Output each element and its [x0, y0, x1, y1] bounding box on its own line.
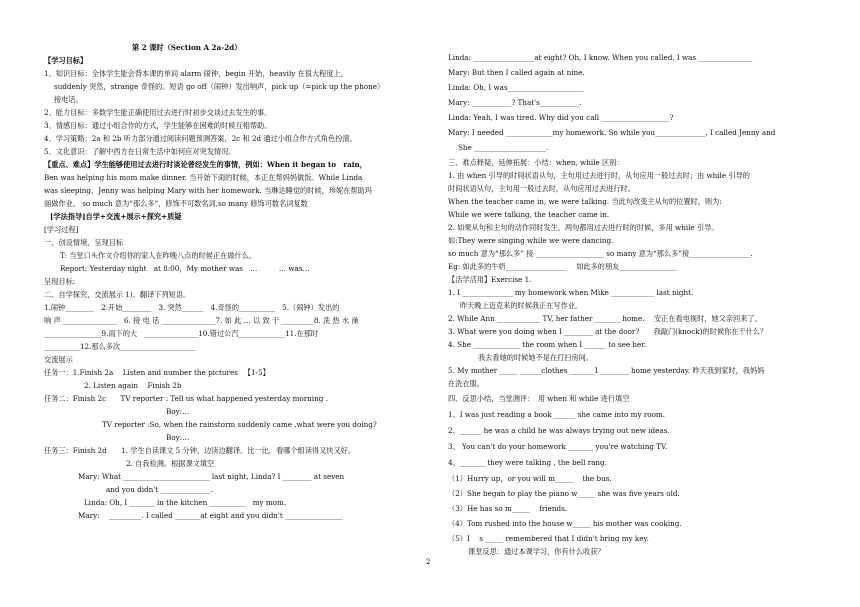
text-line: Boy:… [166, 433, 190, 442]
text-line: Ben was helping his mom make dinner. 当开始下雨的时候，本正在帮妈妈做饭。While Linda [44, 173, 363, 182]
text-line: Linda: Oh, I was_____________________ [448, 83, 584, 92]
text-line: Report: Yesterday night at 8:00，My mother was … … was… [60, 264, 310, 273]
text-line: 响 声 _______________ 6. 接 电 话 _______________7. 如 此 … 以 致 于 _________8. 洗 热 水 澡 [44, 316, 359, 325]
text-line: Eg: 如此多的牛奶_________________ 如此多的朋友________________ [448, 262, 677, 271]
text-line: 丽做作业。 so much 意为“那么多”，修饰不可数名词,so many 修饰可数名词复数 [44, 199, 308, 208]
text-line: 5. My mother _____ ______clothes _______I ________ home yesterday. 昨天我到家时，我妈妈 [448, 366, 765, 375]
text-line: 2. 自我检测。根据课文填空 [126, 459, 215, 468]
text-line: 第 2 课时（Section A 2a-2d） [132, 43, 242, 52]
text-line: [学习过程] [44, 225, 79, 234]
text-line: 时间状语从句，主句用一般过去时，从句应用过去进行时。 [448, 184, 635, 193]
text-line: Linda: Oh, I _______ in the kitchen __________ my mom. [84, 498, 287, 507]
text-line: 在洗衣服。 [448, 379, 484, 388]
text-line: 2. 如果从句和主句的动作同时发生，两句都用过去进行时的时候，多用 while 引导。 [448, 223, 719, 232]
text-line: Linda: Yeah, I was tired. Why did you call ___________________? [448, 113, 674, 122]
text-line: 二、自学探究，交流展示 1)、翻译下列短语。 [44, 290, 191, 299]
text-line: 2. Listen again Finish 2b [84, 381, 182, 390]
text-line: and you didn't ______________. [106, 485, 213, 494]
text-line: 4. She _____________ the room when I ______ to see her. [448, 340, 647, 349]
text-line: 我去看她的时候她不是在打扫房间。 [478, 353, 594, 362]
text-line: She ____________________. [458, 143, 549, 152]
text-line: （4）Tom rushed into the house w_____ his mother was cooking. [448, 519, 682, 528]
text-line: 四、反思小结，当堂测评： 用 when 和 while 进行填空 [448, 394, 630, 403]
text-line: 课堂反思：通过本课学习，你有什么收获？ [468, 547, 605, 556]
text-line: 任务三：Finish 2d 1. 学生自读课文 5 分钟，边读边翻译。比一比，看哪个组读得又快又好。 [44, 446, 356, 455]
text-line: 任务一：1.Finish 2a Listen and number the pictures 【1-5】 [44, 368, 270, 377]
text-line: 交流展示 [44, 355, 73, 364]
text-line: Boy:… [166, 407, 190, 416]
text-line: 如:They were singing while we were dancing. [448, 236, 614, 245]
text-line: 3、 You can't do your homework _______ you're watching TV. [448, 442, 668, 451]
text-line: 3. What were you doing when I ________ at the door? 我敲门(knock)的时候你在干什么？ [448, 327, 768, 336]
text-line: was sleeping，Jenny was helping Mary with her homework. 当琳达睡觉的时候，珍妮在帮助玛 [44, 186, 372, 195]
page-number: 2 [426, 558, 431, 566]
text-line: Mary: What ________________________ last night, Linda? I ________ at seven [78, 472, 345, 481]
text-line: When the teacher came in, we were talking. 当此句改变主从句的位置时，则为: [448, 197, 722, 206]
text-line: Mary: But then I called again at nine. [448, 68, 585, 77]
text-line: 1、I was just reading a book ______ she came into my room. [448, 410, 666, 419]
text-line: 【重点、难点】学生能够使用过去进行时谈论曾经发生的事情，例如：When it began to rain， [44, 160, 367, 169]
text-line: 【活学活用】Exercise 1. [448, 275, 532, 284]
text-line: 1、知识目标：全体学生能会背本课的单词 alarm 闹钟，begin 开始，heavily 在很大程度上， [44, 69, 348, 78]
text-line: 3、情感目标：通过小组合作的方式，学生能够在困难的时候互相帮助。 [44, 121, 272, 130]
text-line: TV reporter :So, when the rainstorm suddenly came ,what were you doing? [102, 420, 377, 429]
text-line: While we were talking, the teacher came in. [448, 210, 610, 219]
text-line: 1. 由 when 引导的时间状语从句，主句用过去进行时，从句应用一般过去时；由 while 引导的 [448, 171, 750, 180]
text-line: 接电话。 [54, 95, 83, 104]
text-line: 昨天晚上迈克来的时候我正在写作业。 [460, 301, 583, 310]
text-line: so much 意为“那么多” 接 ___________________ so many 意为“那么多”接_________________. [448, 249, 753, 258]
text-line: 2、______ he was a child he was always trying out new ideas. [448, 426, 670, 435]
text-line: __________12.那么多次_____________________ [44, 342, 196, 351]
text-line: 【学习目标】 [44, 56, 88, 65]
text-line: T: 当堂口头作文介绍你的家人在昨晚八点的时候正在做什么。 [60, 251, 257, 260]
text-line: （1）Hurry up，or you will m_____ the bus. [448, 474, 612, 483]
text-line: Mary: _________. I called _______at eight and you didn't ________________ [78, 511, 343, 520]
text-line: 5、文化意识：了解中西方在日常生活中如何应对突发情况。 [44, 147, 236, 156]
text-line: Mary: ___________? That's___________. [448, 98, 582, 107]
text-line: 一、创设情境，呈现目标 [44, 238, 124, 247]
text-line: 任务二：Finish 2c TV reporter : Tell us what happened yesterday morning . [44, 394, 328, 403]
text-line: （5）I s _____ remembered that I didn't bring my key. [448, 534, 649, 543]
text-line: （2）She began to play the piano w_____ she was five years old. [448, 489, 680, 498]
text-line: [学法指导]自学+交流+展示+探究+质疑 [50, 212, 182, 221]
text-line: 4、_______ they were talking , the bell rang. [448, 458, 607, 467]
text-line: 1.闹钟________ 2.开始________ 3. 突然______ 4.奇怪的__________ 5.（闹钟）发出的 [44, 303, 340, 312]
text-line: 2. While Ann ____________ TV, her father _______ home. 安正在看电视时，她父亲回来了。 [448, 314, 762, 323]
text-line: Mary: I needed _____________my homework. So while you______________, I called Jenny and [448, 128, 776, 137]
text-line: Linda: _________________at eight? Oh, I know. When you called, I was _______________ [448, 53, 753, 62]
text-line: （3）He has so m_____ friends. [448, 504, 568, 513]
text-line: suddenly 突然，strange 奇怪的。短语 go off（闹钟）发出响声，pick up（=pick up the phone） [54, 82, 385, 91]
text-line: 三、难点释疑，延伸拓展：小结：when, while 区别： [448, 158, 624, 167]
text-line: 呈现目标: [44, 277, 76, 286]
text-line: 4、学习策略：2a 和 2b 听力部分通过阅读问题预测答案，2c 和 2d 通过小组合作方式角色扮演。 [44, 134, 357, 143]
text-line: 1. I ______________ my homework when Mike ____________ last night. [448, 288, 694, 297]
text-line: ________________9.雨下的大 _______________10.错过公汽_____________11.在那时 [44, 329, 319, 338]
text-line: 2、能力目标：多数学生能正确使用过去进行时初步交谈过去发生的事。 [44, 108, 272, 117]
